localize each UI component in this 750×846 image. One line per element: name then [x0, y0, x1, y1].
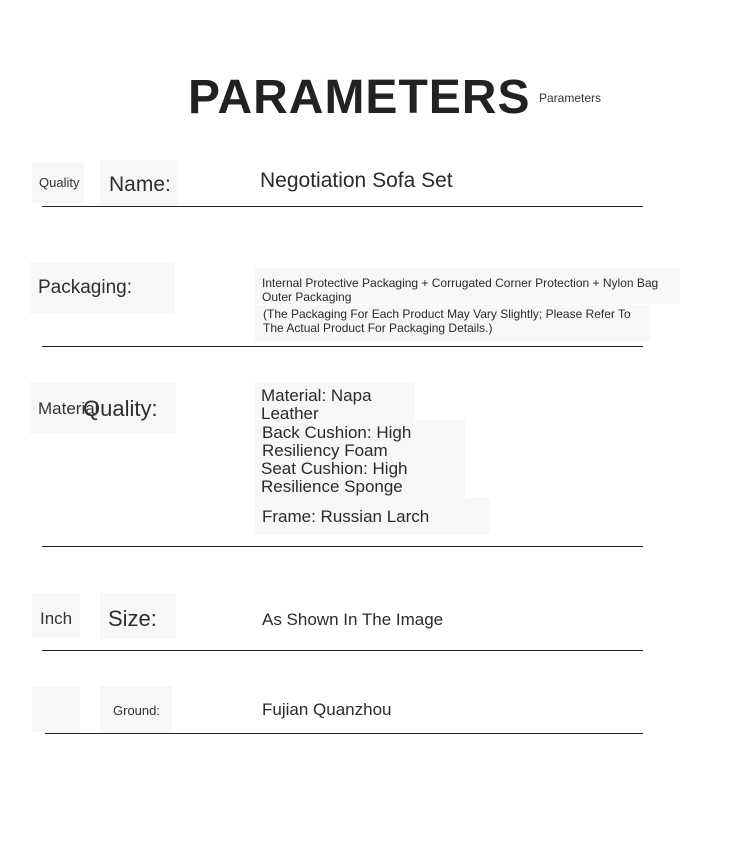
- size-tag: Inch: [40, 609, 73, 628]
- name-label: Name:: [109, 173, 171, 196]
- bg-patch: [32, 686, 80, 732]
- quality-label: Quality:: [83, 396, 158, 421]
- packaging-value: Internal Protective Packaging + Corrugated Corner Protection + Nylon Bag Outer Packaging: [262, 276, 659, 304]
- page-title: PARAMETERS: [188, 71, 531, 124]
- ground-value: Fujian Quanzhou: [262, 700, 392, 719]
- quality-back-cushion: Back Cushion: High Resiliency Foam: [262, 423, 412, 460]
- page-subtitle: Parameters: [539, 91, 602, 105]
- quality-material: Material: Napa Leather: [261, 386, 372, 423]
- size-label: Size:: [108, 606, 157, 631]
- quality-frame: Frame: Russian Larch: [262, 507, 430, 526]
- divider: [42, 650, 643, 651]
- quality-seat-cushion: Seat Cushion: High Resilience Sponge: [261, 459, 408, 496]
- divider: [42, 346, 643, 347]
- name-tag: Quality: [39, 175, 80, 190]
- divider: [42, 206, 643, 207]
- quality-tag: Material: [38, 399, 99, 418]
- packaging-label: Packaging:: [38, 277, 133, 298]
- divider: [45, 733, 643, 734]
- name-value: Negotiation Sofa Set: [260, 169, 453, 192]
- divider: [42, 546, 643, 547]
- size-value: As Shown In The Image: [262, 610, 444, 629]
- packaging-note: (The Packaging For Each Product May Vary Slightly; Please Refer To The Actual Product For Packaging Details.): [263, 307, 631, 335]
- ground-label: Ground:: [113, 703, 160, 718]
